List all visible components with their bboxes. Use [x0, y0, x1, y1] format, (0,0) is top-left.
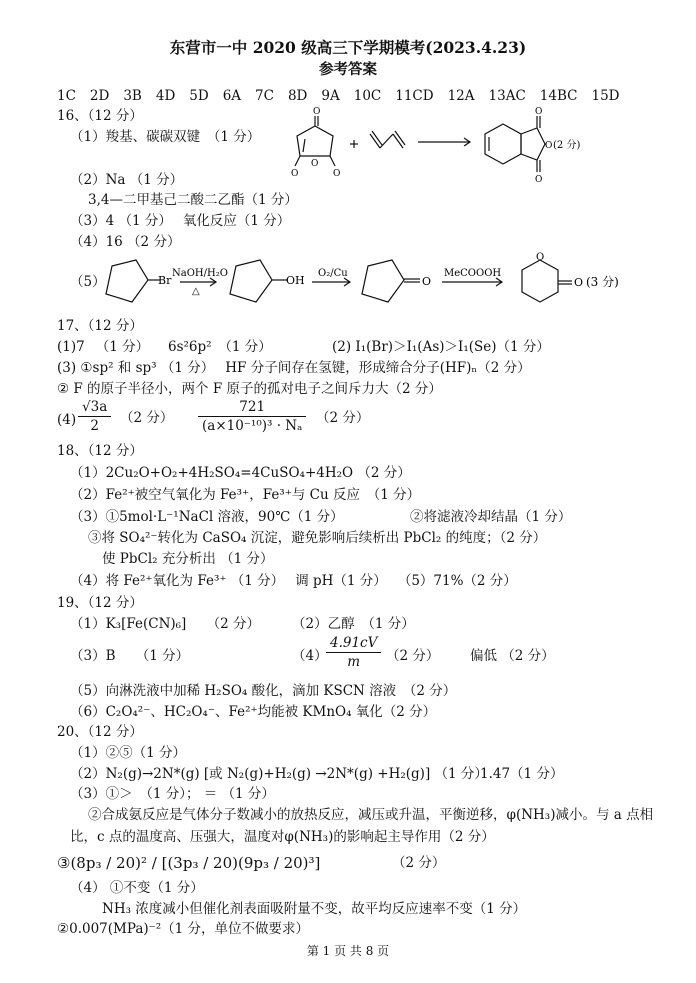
q19-answer-6: （6）C₂O₄²⁻、HC₂O₄⁻、Fe²⁺均能被 KMnO₄ 氧化（2 分） — [70, 704, 437, 720]
q18-header: 18、（12 分） — [57, 443, 143, 459]
mc-answer: 3B — [123, 88, 142, 104]
atom-o: O — [333, 169, 341, 179]
mc-answer: 13AC — [488, 88, 526, 104]
q17-4-points-1: （2 分） — [120, 410, 174, 426]
atom-o: O — [545, 141, 553, 151]
document-title: 东营市一中 2020 级高三下学期模考(2023.4.23) — [169, 38, 527, 57]
reagent-naoh: NaOH/H₂O — [172, 268, 228, 279]
q17-4-points-2: （2 分） — [316, 410, 370, 426]
condition-heat: △ — [192, 286, 200, 297]
q18-answer-4-5: （4）将 Fe²⁺氧化为 Fe³⁺ （1 分） 调 pH（1 分） （5）71%（2 分） — [70, 573, 517, 589]
q20-answer-4b: NH₃ 浓度减小但催化剂表面吸附量不变，故平均反应速率不变（1 分） — [102, 901, 527, 917]
q20-answer-3c-expression: ③(8p₃ / 20)² / [(3p₃ / 20)(9p₃ / 20)³] — [57, 854, 321, 872]
fraction-denominator: (a×10⁻¹⁰)³ · Nₐ — [202, 418, 303, 434]
reagent-mecoooh: MeCOOOH — [444, 268, 502, 279]
q18-answer-2: （2）Fe²⁺被空气氧化为 Fe³⁺，Fe³⁺与 Cu 反应 （1 分） — [70, 487, 421, 503]
fraction-numerator: 721 — [198, 398, 306, 417]
mc-answer: 9A — [321, 88, 340, 104]
reagent-o2-cu: O₂/Cu — [318, 268, 348, 279]
mc-answer: 11CD — [395, 88, 434, 104]
mc-answer: 12A — [447, 88, 475, 104]
page-footer: 第 1 页 共 8 页 — [306, 944, 390, 958]
q18-answer-3c: ③将 SO₄²⁻转化为 CaSO₄ 沉淀，避免影响后续析出 PbCl₂ 的纯度；（2 分） — [88, 530, 547, 546]
q16-answer-4: （4）16 （2 分） — [70, 234, 181, 250]
q20-answer-2b: 1.47（1 分） — [480, 766, 564, 782]
q18-answer-3a: （3）①5mol·L⁻¹NaCl 溶液，90℃（1 分） — [70, 509, 344, 525]
atom-o: O — [535, 107, 543, 117]
atom-oh: OH — [286, 274, 305, 287]
atom-br: Br — [158, 274, 172, 287]
q17-fraction-1 — [78, 398, 111, 435]
q17-answer-1a: (1)7 （1 分） — [57, 339, 150, 355]
document-subtitle: 参考答案 — [319, 61, 377, 78]
q17-answer-4-label: (4) — [57, 412, 77, 428]
q20-answer-4: （4） ①不变（1 分） — [70, 880, 204, 896]
mc-answer: 2D — [89, 88, 110, 104]
q17-header: 17、（12 分） — [57, 318, 143, 334]
fraction-denominator: 2 — [90, 418, 99, 434]
q18-answer-1: （1）2Cu₂O+O₂+4H₂SO₄=4CuSO₄+4H₂O （2 分） — [70, 465, 411, 481]
atom-o: O — [291, 169, 299, 179]
q17-answer-3b: ② F 的原子半径小，两个 F 原子的孤对电子之间斥力大（2 分） — [57, 381, 442, 397]
fraction-denominator: m — [347, 654, 361, 670]
q20-answer-3b: ②合成氨反应是气体分子数减小的放热反应，减压或升温，平衡逆移，φ(NH₃)减小。与 a 点相 — [88, 807, 654, 823]
q18-answer-3b: ②将滤液冷却结晶（1 分） — [410, 509, 572, 525]
q20-answer-1: （1）②⑤（1 分） — [70, 745, 186, 761]
diels-alder-scheme — [275, 104, 695, 188]
mc-answer: 10C — [353, 88, 382, 104]
mc-answer: 4D — [155, 88, 176, 104]
mc-answer: 5D — [189, 88, 209, 104]
q16-header: 16、（12 分） — [57, 108, 143, 124]
q17-answer-1b: 6s²6p² （1 分） — [168, 339, 272, 355]
q20-answer-4c: ②0.007(MPa)⁻²（1 分，单位不做要求） — [57, 921, 310, 937]
fraction-numerator: √3a — [78, 398, 111, 417]
mc-answer: 7C — [255, 88, 274, 104]
mc-answer: 6A — [222, 88, 242, 104]
atom-o: O — [311, 159, 319, 169]
atom-o: O — [535, 175, 543, 185]
q20-3c-points: （2 分） — [392, 855, 446, 871]
q19-answer-1: （1）K₃[Fe(CN)₆] （2 分） — [70, 616, 260, 632]
mc-answer: 14BC — [539, 88, 578, 104]
atom-o: O — [536, 252, 545, 263]
q19-answer-2: （2）乙醇 （1 分） — [292, 616, 415, 632]
q17-fraction-2 — [198, 398, 306, 435]
q20-answer-2: （2）N₂(g)→2N*(g) [或 N₂(g)+H₂(g) →2N*(g) +H₂(g)] （1 分） — [70, 766, 488, 782]
atom-o: O — [574, 276, 584, 289]
q18-answer-3d: 使 PbCl₂ 充分析出 （1 分） — [102, 551, 274, 567]
q17-answer-1c: (2) I₁(Br)＞I₁(As)＞I₁(Se)（1 分） — [332, 339, 550, 355]
mc-answer: 15D — [591, 88, 620, 104]
q20-answer-3b-cont: 比，c 点的温度高、压强大，温度对φ(NH₃)的影响起主导作用（2 分） — [70, 829, 495, 845]
mc-answer: 8D — [287, 88, 308, 104]
q16-scheme-points: (2 分) — [553, 140, 581, 151]
q19-header: 19、（12 分） — [57, 595, 143, 611]
q16-5-points: (3 分) — [586, 275, 619, 289]
fraction-numerator: 4.91cV — [326, 634, 381, 653]
q16-answer-2b: 3,4—二甲基己二酸二乙酯（1 分） — [88, 192, 298, 208]
q19-4-points: （2 分） — [386, 648, 440, 664]
q19-answer-4b: 偏低 （2 分） — [470, 648, 555, 664]
q20-header: 20、（12 分） — [57, 724, 143, 740]
q19-answer-3: （3）B （1 分） — [70, 648, 190, 664]
q20-answer-3: （3）①＞ （1 分）； ＝ （1 分） — [70, 786, 275, 802]
q19-answer-5: （5）向淋洗液中加稀 H₂SO₄ 酸化，滴加 KSCN 溶液 （2 分） — [70, 683, 457, 699]
q17-answer-3: (3) ①sp² 和 sp³ （1 分） HF 分子间存在氢键，形成缔合分子(HF)ₙ（2 分） — [57, 360, 531, 376]
atom-o: O — [313, 107, 321, 117]
mc-answer: 1C — [57, 88, 76, 104]
mc-answer-row — [57, 86, 634, 106]
atom-o: O — [422, 275, 432, 288]
q19-answer-4-label: （4） — [292, 648, 328, 664]
q16-answer-1: （1）羧基、碳碳双键 （1 分） — [70, 129, 261, 145]
q16-answer-3: （3）4 （1 分） 氧化反应（1 分） — [70, 213, 291, 229]
q16-answer-5-label: （5） — [70, 274, 106, 290]
q19-fraction — [326, 634, 381, 671]
synthesis-route — [92, 248, 692, 314]
q16-answer-2: （2）Na （1 分） — [70, 172, 184, 188]
